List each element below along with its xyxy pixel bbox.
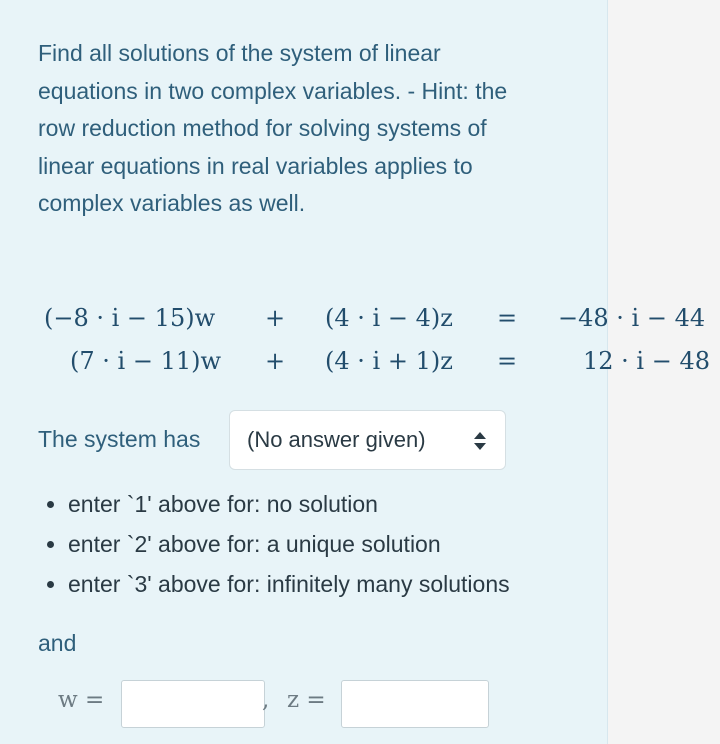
system-answer-select[interactable] <box>229 410 506 470</box>
equation-1-middle: (4 · i − 4)z <box>325 304 453 332</box>
bullet-icon <box>47 541 54 548</box>
equation-1-equals: = <box>497 304 518 332</box>
option-3-text: enter `3' above for: infinitely many solutions <box>68 571 510 597</box>
option-1-text: enter `1' above for: no solution <box>68 491 378 517</box>
equation-1-right: −48 · i − 44 <box>558 304 706 332</box>
w-input[interactable] <box>121 680 265 728</box>
z-label: z = <box>287 687 326 713</box>
problem-line-1: Find all solutions of the system of linear <box>38 40 441 66</box>
problem-line-3: row reduction method for solving systems of <box>38 115 487 141</box>
equation-2-plus: + <box>265 347 286 375</box>
problem-line-5: complex variables as well. <box>38 190 306 216</box>
bullet-icon <box>47 581 54 588</box>
equation-2-equals: = <box>497 347 518 375</box>
equation-2-middle: (4 · i + 1)z <box>325 347 453 375</box>
equation-1-plus: + <box>265 304 286 332</box>
bullet-icon <box>47 501 54 508</box>
list-item-option-1 <box>47 488 607 528</box>
equation-1-left: (−8 · i − 15)w <box>44 304 216 332</box>
list-item-option-2 <box>47 528 607 568</box>
option-2-text: enter `2' above for: a unique solution <box>68 531 441 557</box>
list-item-option-3 <box>47 568 607 608</box>
and-label: and <box>38 630 77 656</box>
select-arrows-icon <box>473 427 487 455</box>
z-input[interactable] <box>341 680 489 728</box>
selected-answer: (No answer given) <box>247 427 426 452</box>
problem-line-2: equations in two complex variables. - Hint: the <box>38 77 508 104</box>
answer-options-list <box>47 488 607 608</box>
problem-line-4: linear equations in real variables applies to <box>38 152 473 179</box>
w-label: w = <box>58 687 105 713</box>
problem-statement <box>38 35 598 223</box>
comma-separator: , <box>262 687 270 713</box>
equation-2-left: (7 · i − 11)w <box>70 347 222 375</box>
system-has-label: The system has <box>38 426 201 452</box>
equation-2-right: 12 · i − 48 <box>583 347 711 375</box>
